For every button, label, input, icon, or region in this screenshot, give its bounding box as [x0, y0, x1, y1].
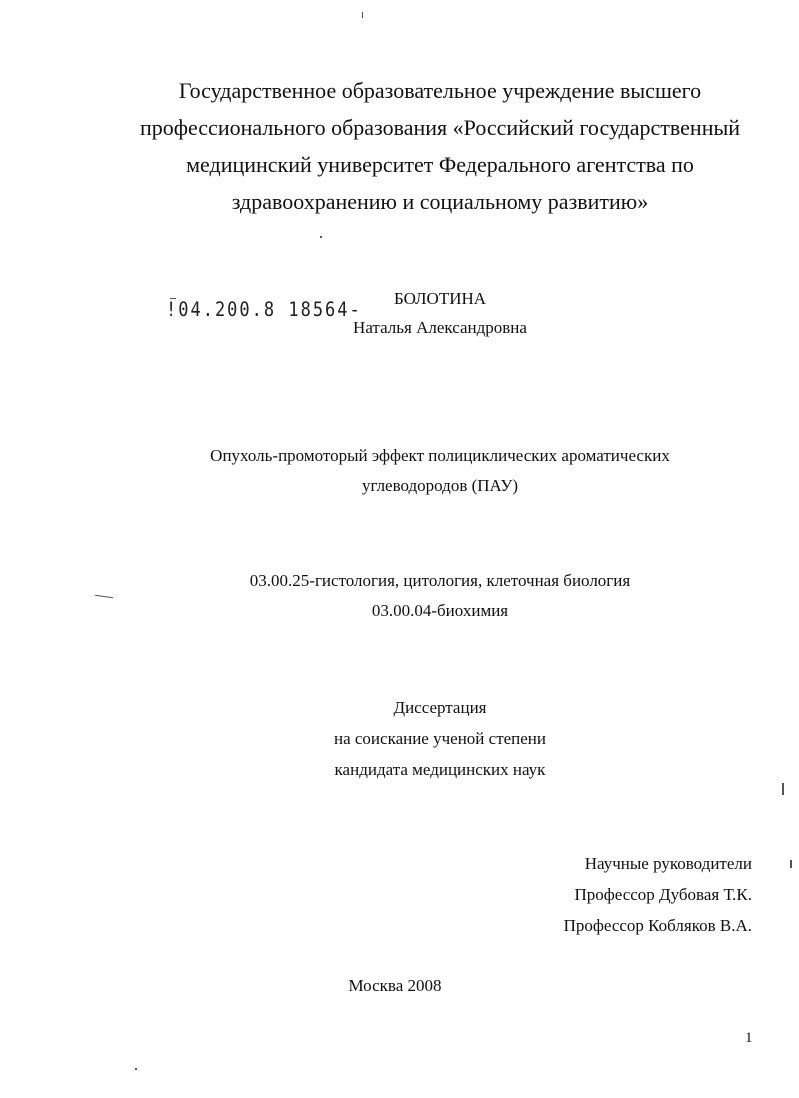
degree-line: Диссертация	[393, 698, 487, 717]
scan-speck	[782, 783, 784, 795]
specialty-line: 03.00.04-биохимия	[371, 601, 509, 620]
specialty-codes	[40, 566, 799, 626]
supervisors-heading: Научные руководители	[584, 854, 752, 873]
author-given-names: Наталья Александровна	[353, 318, 527, 337]
institution-line: Государственное образовательное учреждение высшего	[178, 78, 702, 103]
author-surname: БОЛОТИНА	[393, 289, 487, 308]
institution-line: здравоохранению и социальному развитию»	[231, 189, 649, 214]
scan-speck	[362, 12, 363, 18]
place-year: Москва 2008	[348, 976, 442, 995]
supervisor-name: Профессор Кобляков В.А.	[563, 916, 752, 935]
scan-speck	[790, 860, 792, 868]
title-line: Опухоль-промоторый эффект полициклических ароматических	[210, 446, 670, 465]
specialty-line: 03.00.25-гистология, цитология, клеточная биология	[249, 571, 631, 590]
degree-line: кандидата медицинских наук	[334, 760, 546, 779]
scan-speck	[135, 1068, 137, 1070]
scan-speck	[320, 236, 322, 238]
supervisors	[564, 848, 752, 941]
dissertation-title	[40, 441, 799, 501]
registration-stamp: !04.200.8 18564-	[166, 298, 362, 322]
degree-statement	[40, 692, 799, 785]
title-line: углеводородов (ПАУ)	[361, 476, 519, 495]
scan-speck	[170, 298, 176, 299]
institution-line: медицинский университет Федерального агентства по	[186, 152, 694, 177]
degree-line: на соискание ученой степени	[333, 729, 547, 748]
supervisor-name: Профессор Дубовая Т.К.	[574, 885, 752, 904]
institution-line: профессионального образования «Российский государственный	[139, 115, 741, 140]
institution-name	[40, 72, 799, 220]
page-number: 1	[745, 1030, 753, 1046]
author	[40, 284, 799, 342]
